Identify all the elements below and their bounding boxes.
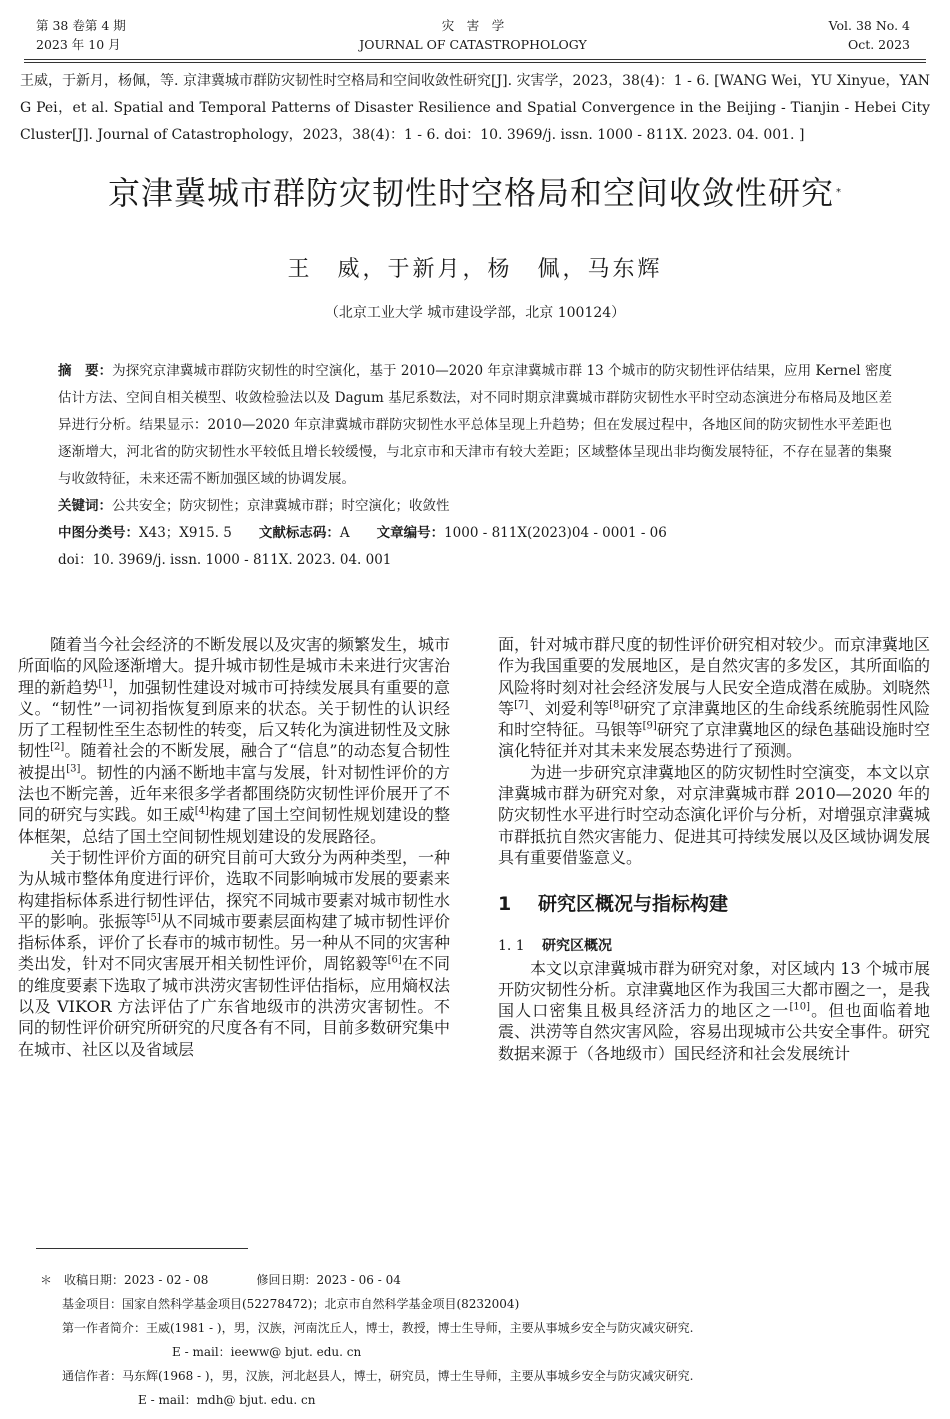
abstract-label: 摘 要： [58, 363, 113, 379]
paragraph [498, 958, 930, 1064]
section-heading [498, 890, 930, 918]
author-list: 王 威，于新月，杨 佩，马东辉 [287, 257, 663, 282]
text-run: ，加强韧性建设对城市可持续发展具有重要的意义。“韧性”一词初指恢复到原来的状态。关于韧性的认识经历了工程韧性至生态韧性的转变，后又转化为演进韧性及文脉韧性 [18, 677, 451, 761]
clc-value: X43；X915. 5 [139, 525, 232, 541]
footnotes [40, 1268, 910, 1412]
first-author-bio: 第一作者简介：王威(1981 - )，男，汉族，河南沈丘人，博士，教授，博士生导师，主要从事城乡安全与防灾减灾研究. [62, 1321, 694, 1335]
citation-ref: [10] [789, 1001, 810, 1013]
text-run: 。但也面临着地震、洪涝等自然灾害风险，容易出现城市公共安全事件。研究数据来源于（各地级市）国民经济和社会发展统计 [498, 1001, 931, 1063]
keywords-text: 公共安全；防灾韧性；京津冀城市群；时空演化；收敛性 [112, 498, 450, 514]
text-run: 面，针对城市群尺度的韧性评价研究相对较少。而京津冀地区作为我国重要的发展地区，是自然灾害的多发区，其所面临的风险将时刻对社会经济发展与人民安全造成潜在威胁。刘晓然等 [498, 635, 931, 718]
citation: 王威，于新月，杨佩，等. 京津冀城市群防灾韧性时空格局和空间收敛性研究[J]. 灾害学，2023，38(4)：1 - 6. [WANG Wei，YU Xinyue，YANG Pei，et al. Spatial and Temporal Patterns of Disaster Resilience and Spatial Convergence in the Beijing - Tianjin - Hebei City Cluster[J]. Journal of Catastrophology，2023，38(4)：1 - 6. doi：10. 3969/j. issn. 1000 - 811X. 2023. 04. 001. ] [20, 73, 930, 143]
affiliation: （北京工业大学 城市建设学部，北京 100124） [324, 305, 626, 321]
journal-name-en: JOURNAL OF CATASTROPHOLOGY [359, 37, 587, 52]
volume-issue-en: Vol. 38 No. 4 [828, 18, 910, 33]
paragraph [18, 847, 450, 1060]
articleno-value: 1000 - 811X(2023)04 - 0001 - 06 [444, 525, 667, 541]
citation-ref: [5] [146, 912, 161, 924]
abstract-text: 为探究京津冀城市群防灾韧性的时空演化，基于 2010—2020 年京津冀城市群 13 个城市的防灾韧性评估结果，应用 Kernel 密度估计方法、空间自相关模型、收敛检验法以及 Dagum 基尼系数法，对不同时期京津冀城市群防灾韧性水平时空动态演进分布格局及地区差异进行分析。结果显示：2010—2020 年京津冀城市群防灾韧性水平总体呈现上升趋势；但在发展过程中，各地区间的防灾韧性水平差距也逐渐增大，河北省的防灾韧性水平较低且增长较缓慢，与北京市和天津市有较大差距；区域整体呈现出非均衡发展特征，不存在显著的集聚与收敛特征，未来还需不断加强区域的协调发展。 [58, 363, 893, 487]
paper-title [0, 170, 950, 216]
keywords [58, 493, 892, 520]
citation-ref: [6] [387, 955, 402, 967]
subsection-heading [498, 936, 930, 957]
journal-name [36, 16, 910, 54]
doccode-value: A [339, 525, 350, 541]
citation-ref: [7] [514, 699, 529, 711]
subsection-number: 1. 1 [498, 938, 525, 955]
text-run: 研究了京津冀地区的生命线系统脆弱性风险和时空特征。马银等 [498, 698, 930, 740]
section-title: 研究区概况与指标构建 [538, 893, 729, 916]
citation-ref: [2] [50, 742, 65, 754]
volume-issue: 第 38 卷第 4 期 [36, 18, 126, 33]
citation-ref: [4] [194, 806, 209, 818]
paper-title-text: 京津冀城市群防灾韧性时空格局和空间收敛性研究 [107, 174, 834, 212]
text-run: 从不同城市要素层面构建了城市韧性评价指标体系，评价了长春市的城市韧性。另一种从不同的灾害种类出发，针对不同灾害展开相关韧性评价，周铭毅等 [18, 911, 451, 974]
subsection-title: 研究区概况 [542, 938, 612, 955]
classification-line [58, 520, 892, 547]
doccode-label: 文献标志码： [258, 525, 340, 541]
keywords-label: 关键词： [58, 498, 112, 514]
clc-label: 中图分类号： [58, 525, 139, 541]
doi: doi：10. 3969/j. issn. 1000 - 811X. 2023. 04. 001 [58, 552, 392, 568]
articleno-label: 文章编号： [376, 525, 445, 541]
text-run: 在不同的维度要素下选取了城市洪涝灾害韧性评估指标，应用熵权法以及 VIKOR 方法评估了广东省地级市的洪涝灾害韧性。不同的韧性评价研究所研究的尺度各有不同，目前多数研究集中在城市、社区以及省域层 [18, 954, 451, 1059]
citation-ref: [9] [642, 720, 657, 732]
corresponding-author-email: E - mail：mdh@ bjut. edu. cn [138, 1393, 316, 1407]
footnote-divider [36, 1248, 248, 1249]
text-run: 构建了国土空间韧性规划建设的整体框架，总结了国土空间韧性规划建设的发展路径。 [18, 805, 450, 846]
text-run: 。随着社会的不断发展，融合了“信息”的动态复合韧性被提出 [18, 741, 450, 782]
header-divider-2 [24, 62, 926, 63]
abstract [58, 358, 892, 493]
text-run: 、刘爱利等 [528, 698, 610, 718]
paragraph: 为进一步研究京津冀地区的防灾韧性时空演变，本文以京津冀城市群为研究对象，对京津冀城市群 2010—2020 年的防灾韧性水平进行时空动态演化评价与分析，对增强京津冀城市群抵抗自然灾害能力、促进其可持续发展以及区域协调发展具有重要借鉴意义。 [498, 762, 931, 867]
header-divider [24, 59, 926, 60]
text-run: 关于韧性评价方面的研究目前可大致分为两种类型，一种为从城市整体角度进行评价，选取不同影响城市发展的要素来构建指标体系进行韧性评估，探究不同城市要素对城市韧性水平的影响。张振等 [18, 847, 451, 931]
text-run: 。韧性的内涵不断地丰富与发展，针对韧性评价的方法也不断完善，近年来很多学者都围绕防灾韧性评价展开了不同的研究与实践。如王威 [18, 762, 451, 825]
text-run: 研究了京津冀地区的绿色基础设施时空演化特征并对其未来发展态势进行了预测。 [498, 720, 930, 761]
running-header [36, 16, 910, 60]
citation-ref: [3] [66, 763, 81, 775]
first-author-email: E - mail：ieeww@ bjut. edu. cn [172, 1345, 362, 1359]
body-column-right [498, 634, 930, 1064]
issue-date-en: Oct. 2023 [847, 37, 910, 52]
paragraph [498, 634, 930, 762]
citation-ref: [8] [609, 699, 624, 711]
title-footnote-mark: * [836, 187, 842, 198]
body-column-left [18, 634, 450, 1060]
section-number: 1 [498, 893, 512, 916]
text-run: 随着当今社会经济的不断发展以及灾害的频繁发生，城市所面临的风险逐渐增大。提升城市韧性是城市未来进行灾害治理的新趋势 [18, 635, 451, 697]
issue-date: 2023 年 10 月 [36, 37, 121, 52]
issue-info-en [829, 16, 910, 54]
journal-name-cn: 灾 害 学 [441, 18, 505, 33]
text-run: 本文以京津冀城市群为研究对象，对区域内 13 个城市展开防灾韧性分析。京津冀地区作为我国三大都市圈之一，是我国人口密集且极具经济活力的地区之一 [498, 958, 931, 1021]
corresponding-author-bio: 通信作者：马东辉(1968 - )，男，汉族，河北赵县人，博士，研究员，博士生导师，主要从事城乡安全与防灾减灾研究. [62, 1369, 694, 1383]
citation-ref: [1] [98, 678, 113, 690]
abstract-block [58, 358, 892, 574]
received-dates: ＊ 收稿日期：2023 - 02 - 08 修回日期：2023 - 06 - 04 [40, 1273, 401, 1287]
fund-info: 基金项目：国家自然科学基金项目(52278472)；北京市自然科学基金项目(8232004) [62, 1297, 520, 1311]
paragraph [18, 634, 450, 847]
